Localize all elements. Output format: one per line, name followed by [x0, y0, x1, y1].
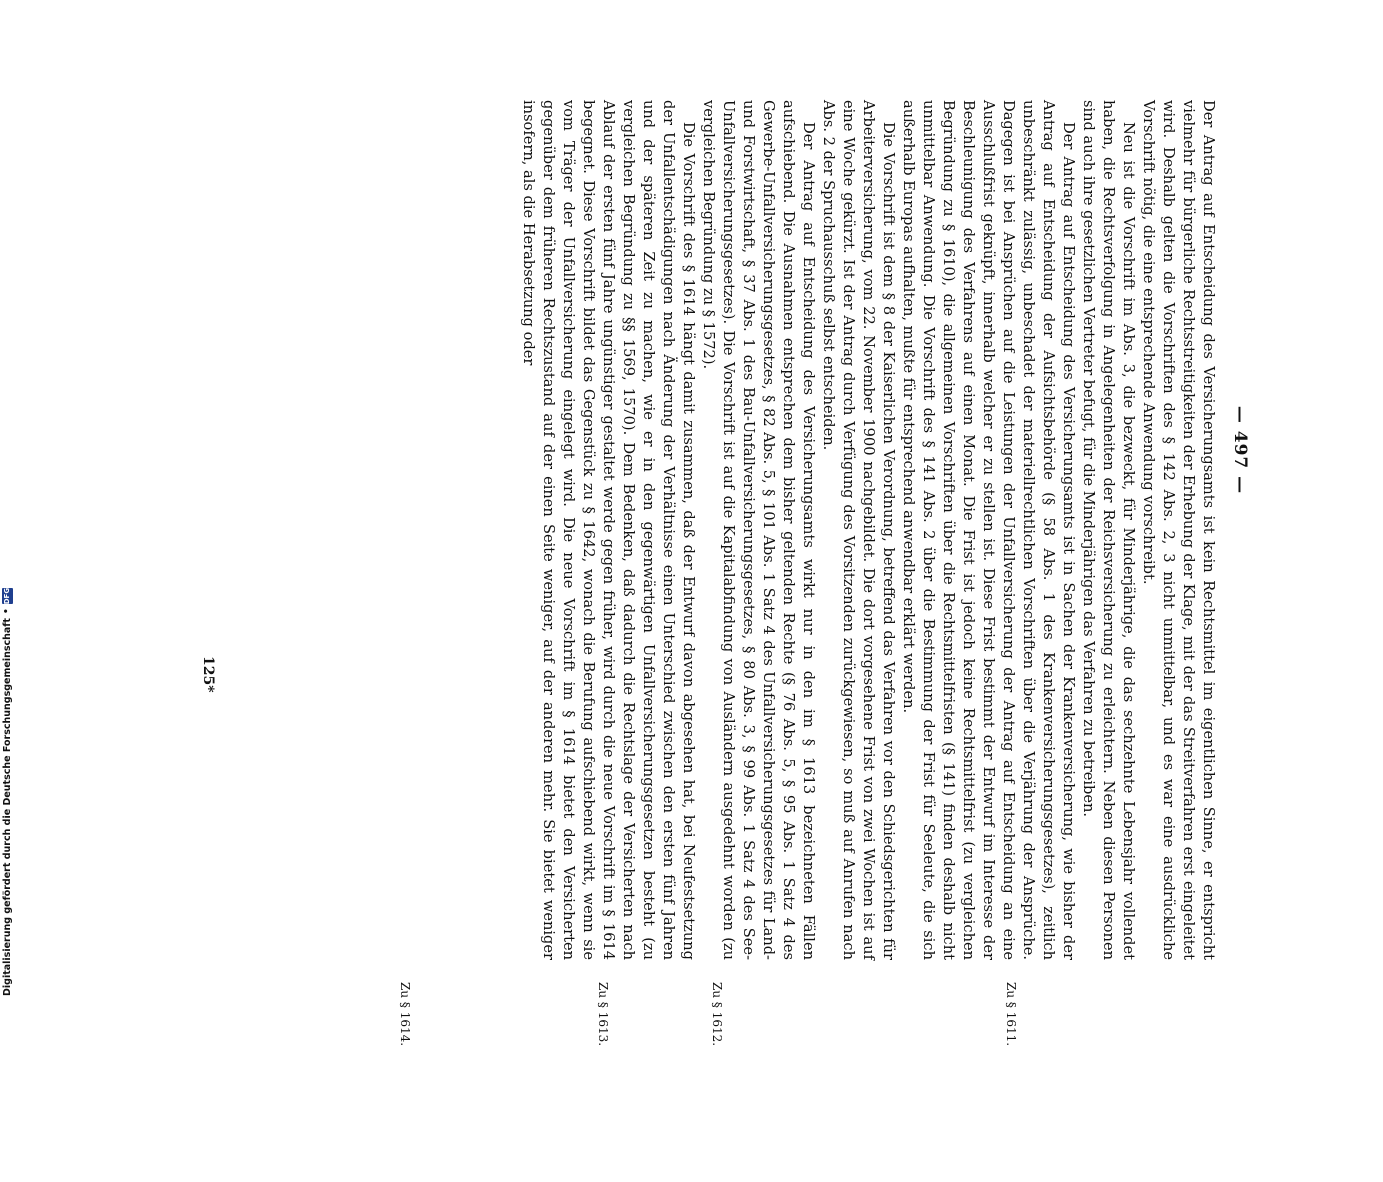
- rotated-page: [152, 100, 1252, 1047]
- credit-text: Digitalisierung gefördert durch die Deutsche Forschungsgemeinschaft: [1, 618, 13, 996]
- margin-note-1611: Zu § 1611.: [1004, 982, 1018, 1047]
- paragraph: Die Vorschrift ist dem § 8 der Kaiserlichen Verordnung, betreffend das Verfahren vor den Schiedsgerichten für Arbeiterversicherung, vom 22. November 1900 nachgebildet. Die dort vorgesehene Frist von zwei Wochen ist auf eine Woche gekürzt. Ist der Antrag durch Verfügung des Vorsitzenden zurückgewiesen, so muß auf Anrufen nach Abs. 2 der Spruchausschuß selbst entscheiden.: [820, 100, 897, 960]
- paragraph: Der Antrag auf Entscheidung des Versicherungsamts ist kein Rechtsmittel im eigentlichen Sinne, er entspricht vielmehr für bürgerliche Rechtsstreitigkeiten der Erhebung der Klage, mit der das Streitverfahren erst eingeleitet wird. Deshalb gelten die Vorschriften des § 142 Abs. 2, 3 nicht unmittelbar, und es war eine ausdrückliche Vorschrift nötig, die eine entsprechende Anwendung vorschreibt.: [1140, 100, 1217, 960]
- body-text: [518, 100, 1218, 960]
- paragraph: Neu ist die Vorschrift im Abs. 3, die bezweckt, für Minderjährige, die das sechzehnte Lebensjahr vollendet haben, die Rechtsverfolgung in Angelegenheiten der Reichsversicherung zu erleichtern. Neben diesen Personen sind auch ihre gesetzlichen Vertreter befugt, für die Minderjährigen das Verfahren zu betreiben.: [1080, 100, 1137, 960]
- paragraph: Der Antrag auf Entscheidung des Versicherungsamts ist in Sachen der Krankenversicherung, wie bisher der Antrag auf Entscheidung der Aufsichtsbehörde (§ 58 Abs. 1 des Krankenversicherungsgesetzes), zeitlich unbeschränkt zulässig, unbeschadet der materiellrechtlichen Vorschriften über die Verjährung der Ansprüche. Dagegen ist bei Ansprüchen auf die Leistungen der Unfallversicherung der Antrag auf Entscheidung an eine Ausschlußfrist geknüpft, innerhalb welcher er zu stellen ist. Diese Frist bestimmt der Entwurf im Interesse der Beschleunigung des Verfahrens auf einen Monat. Die Frist ist jedoch keine Rechtsmittelfrist (zu vergleichen Begründung zu § 1610), die allgemeinen Vorschriften über die Rechtsmittelfristen (§ 141) finden deshalb nicht unmittelbar Anwendung. Die Vorschrift des § 141 Abs. 2 über die Bestimmung der Frist für Seeleute, die sich außerhalb Europas aufhalten, mußte für entsprechend anwendbar erklärt werden.: [900, 100, 1077, 960]
- digitization-credit: Digitalisierung gefördert durch die Deutsche Forschungsgemeinschaft • DFG: [1, 587, 13, 996]
- margin-note-1613: Zu § 1613.: [596, 982, 610, 1047]
- margin-note-1612: Zu § 1612.: [710, 982, 724, 1047]
- dfg-logo-icon: DFG: [2, 587, 11, 605]
- margin-note-1614: Zu § 1614.: [398, 982, 412, 1047]
- page-number: — 497 —: [1230, 405, 1250, 495]
- signature-mark: 125*: [200, 656, 216, 693]
- paragraph: Der Antrag auf Entscheidung des Versicherungsamts wirkt nur in den im § 1613 bezeichneten Fällen aufschiebend. Die Ausnahmen entsprechen dem bisher geltenden Rechte (§ 76 Abs. 5, § 95 Abs. 1 Satz 4 des Gewerbe-Unfallversicherungsgesetzes, § 82 Abs. 5, § 101 Abs. 1 Satz 4 des Unfallversicherungsgesetzes für Land- und Forstwirtschaft, § 37 Abs. 1 des Bau-Unfallversicherungsgesetzes, § 80 Abs. 3, § 99 Abs. 1 Satz 4 des See-Unfallversicherungsgesetzes). Die Vorschrift ist auf die Kapitalabfindung von Ausländern ausgedehnt worden (zu vergleichen Begründung zu § 1572).: [700, 100, 817, 960]
- paragraph: Die Vorschrift des § 1614 hängt damit zusammen, daß der Entwurf davon abgesehen hat, bei Neufestsetzung der Unfallentschädigungen nach Änderung der Verhältnisse einen Unterschied zwischen den ersten fünf Jahren und der späteren Zeit zu machen, wie er in den gegenwärtigen Unfallversicherungsgesetzen besteht (zu vergleichen Begründung zu §§ 1569, 1570). Dem Bedenken, daß dadurch die Rechtslage der Versicherten nach Ablauf der ersten fünf Jahre ungünstiger gestaltet werde gegen früher, wird durch die neue Vorschrift im § 1614 begegnet. Diese Vorschrift bildet das Gegenstück zu § 1642, wonach die Berufung aufschiebend wirkt, wenn sie vom Träger der Unfallversicherung eingelegt wird. Die neue Vorschrift im § 1614 bietet den Versicherten gegenüber dem früheren Rechtszustand auf der einen Seite weniger, auf der anderen mehr. Sie bietet weniger insofern, als die Herabsetzung oder: [520, 100, 697, 960]
